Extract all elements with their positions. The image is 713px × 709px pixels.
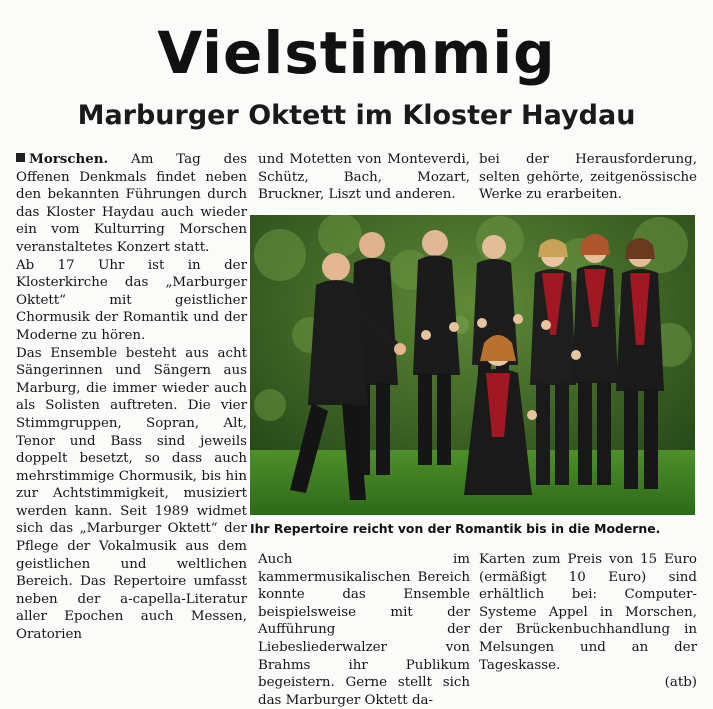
paragraph-chamber-music: Auch im kammermusikalischen Bereich konnte das Ensemble beispielsweise mit der Aufführung der Liebesliederwalzer von Brahms ihr Publikum begeistern. Gerne stellt sich das Marburger Oktett da- [258, 552, 470, 708]
article-column-3-bottom [479, 551, 697, 692]
paragraph-tickets: Karten zum Preis von 15 Euro (ermäßigt 10 Euro) sind erhältlich bei: Computer-Systeme Appel in Morschen, der Brückenbuchhandlung in Melsungen und an der Tageskasse. [479, 552, 697, 673]
article-column-3-top [479, 151, 697, 204]
paragraph-time: Ab 17 Uhr ist in der Klosterkirche das „Marburger Oktett“ mit geistlicher Chormusik der Romantik und der Moderne zu hören. [16, 257, 247, 343]
ensemble-photo-illustration [250, 215, 695, 515]
headline: Vielstimmig [157, 19, 556, 87]
paragraph-lead-text: Am Tag des Offenen Denkmals findet neben den bekannten Führungen durch das Kloster Haydau auch wieder ein vom Kulturring Morschen veranstaltetes Konzert statt. [16, 152, 247, 255]
ensemble-photo [250, 215, 695, 515]
paragraph-ensemble: Das Ensemble besteht aus acht Sängerinnen und Sängern aus Marburg, die immer wieder auch als Solisten auftreten. Die vier Stimmgruppen, Sopran, Alt, Tenor und Bass sind jeweils doppelt besetzt, so dass auch mehrstimmige Chormusik, bis hin zur Achtstimmigkeit, musiziert werden kann. Seit 1989 widmet sich das „Marburger Oktett“ der Pflege der Vokalmusik aus dem geistlichen und weltlichen Bereich. Das Repertoire umfasst neben der a-capella-Literatur aller Epochen auch Messen, Oratorien [16, 345, 247, 643]
paragraph-composers: und Motetten von Monteverdi, Schütz, Bach, Mozart, Bruckner, Liszt und anderen. [258, 152, 470, 203]
paragraph-lead [16, 151, 247, 257]
article-column-2-bottom [258, 551, 470, 709]
photo-caption: Ihr Repertoire reicht von der Romantik bis in die Moderne. [250, 521, 661, 536]
author-initials: (atb) [664, 675, 697, 691]
article-column-2-top [258, 151, 470, 204]
lead-square-icon [16, 153, 25, 162]
subheadline: Marburger Oktett im Kloster Haydau [77, 100, 636, 131]
article-column-1 [16, 151, 247, 644]
dateline: Morschen. [29, 151, 109, 167]
paragraph-challenge: bei der Herausforderung, selten gehörte, zeitgenössische Werke zu erarbeiten. [479, 152, 697, 203]
